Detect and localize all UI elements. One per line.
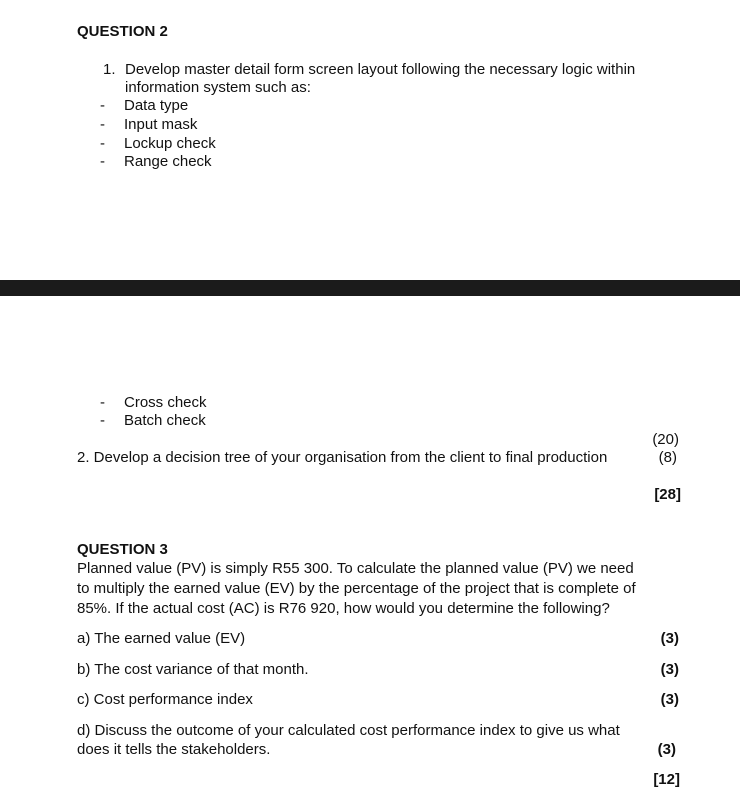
list-item-label: Data type [124, 97, 189, 114]
q3-c-text: c) Cost performance index [77, 691, 253, 708]
q3-b-marks: (3) [660, 661, 679, 678]
q3-d-line1: d) Discuss the outcome of your calculated cost performance index to give us what [77, 722, 620, 739]
page-divider-bar [0, 280, 740, 296]
q3-total-marks: [12] [653, 771, 680, 788]
q3-d-marks: (3) [657, 741, 676, 758]
q3-d-line2: does it tells the stakeholders. [77, 741, 271, 758]
q3-intro-line2: to multiply the earned value (EV) by the percentage of the project that is complete of [77, 580, 636, 597]
q2-item2-text: 2. Develop a decision tree of your organisation from the client to final production [77, 449, 608, 466]
q3-c-marks: (3) [660, 691, 679, 708]
list-item: - Range check [100, 153, 212, 170]
q2-total-marks: [28] [654, 486, 681, 503]
q2-item1-marks: (20) [652, 431, 679, 448]
list-item: - Batch check [100, 412, 206, 429]
question-2-title: QUESTION 2 [77, 23, 168, 40]
q2-item1-number: 1. [103, 61, 116, 78]
q2-item1-line2: information system such as: [125, 79, 311, 96]
q3-b-text: b) The cost variance of that month. [77, 661, 309, 678]
list-item: - Input mask [100, 116, 198, 133]
list-item-label: Batch check [124, 412, 206, 429]
list-item-label: Input mask [124, 116, 198, 133]
question-3-title: QUESTION 3 [77, 541, 168, 558]
list-item-label: Lockup check [124, 135, 216, 152]
list-item-label: Range check [124, 153, 212, 170]
q2-item2-marks: (8) [658, 449, 677, 466]
list-item-label: Cross check [124, 394, 207, 411]
list-item: - Lockup check [100, 135, 216, 152]
list-item: - Cross check [100, 394, 207, 411]
q3-a-marks: (3) [660, 630, 679, 647]
q3-intro-line3: 85%. If the actual cost (AC) is R76 920, how would you determine the following? [77, 600, 610, 617]
list-item: - Data type [100, 97, 189, 114]
q3-intro-line1: Planned value (PV) is simply R55 300. To calculate the planned value (PV) we need [77, 560, 634, 577]
q2-item1-line1: Develop master detail form screen layout following the necessary logic within [125, 61, 636, 78]
q3-a-text: a) The earned value (EV) [77, 630, 246, 647]
